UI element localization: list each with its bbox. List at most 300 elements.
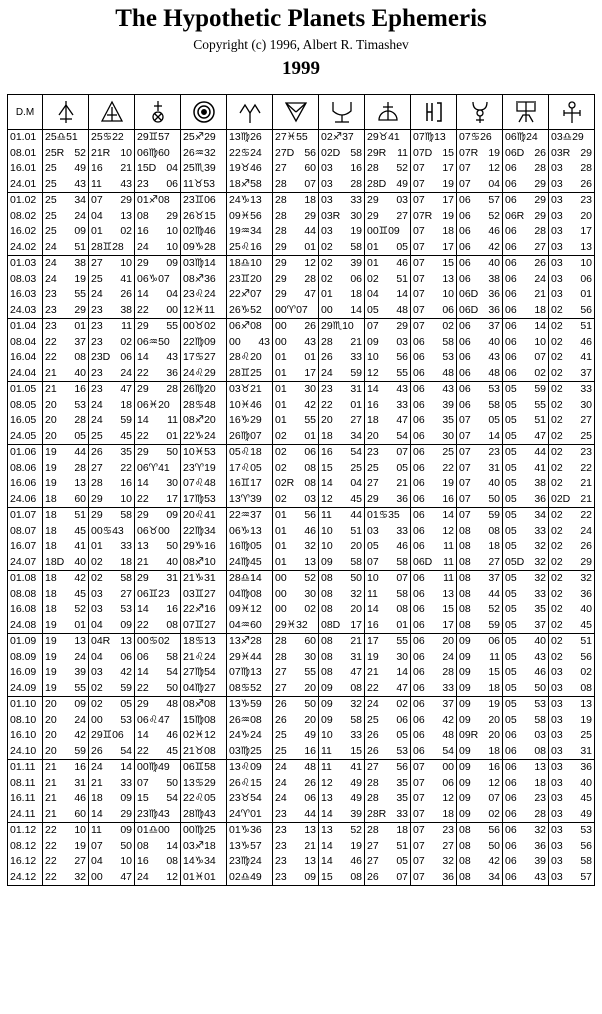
minute-value: 54 xyxy=(350,446,362,458)
position-value: 28♋48 xyxy=(183,398,216,411)
degree-value: 03 xyxy=(321,194,333,206)
degree-value: 03R xyxy=(321,209,341,222)
position-value: 22♌05 xyxy=(183,792,216,804)
position-cell xyxy=(181,256,227,319)
degree-value: 15 xyxy=(137,792,149,804)
minute-value: 40 xyxy=(488,257,500,269)
degree-value: 02 xyxy=(551,320,563,332)
degree-value: 29 xyxy=(91,492,103,505)
minute-value: 46 xyxy=(350,855,362,867)
copyright-line: Copyright (c) 1996, Albert R. Timashev xyxy=(193,37,409,52)
degree-value: 06D xyxy=(505,146,525,159)
minute-value: 38 xyxy=(120,303,132,316)
minute-value: 09 xyxy=(166,509,178,521)
degree-value: 03 xyxy=(321,225,333,237)
planet-glyph-10-icon xyxy=(457,95,503,130)
minute-value: 05 xyxy=(488,414,500,426)
degree-value: 05 xyxy=(505,698,517,710)
minute-value: 43 xyxy=(396,383,408,395)
minute-value: 42 xyxy=(74,572,86,584)
degree-value: 14 xyxy=(137,288,149,300)
minute-value: 08 xyxy=(488,524,500,537)
minute-value: 17 xyxy=(442,194,454,206)
position-value: 28♊28 xyxy=(91,240,124,253)
position-value: 06♑07 xyxy=(137,272,170,285)
degree-value: 07 xyxy=(459,477,471,489)
degree-value: 06 xyxy=(459,366,471,379)
degree-value: 02 xyxy=(551,461,563,474)
degree-value: 03 xyxy=(551,855,563,867)
degree-value: 05 xyxy=(505,587,517,600)
degree-value: 03 xyxy=(551,240,563,253)
position-cell xyxy=(365,445,411,508)
position-cell xyxy=(227,508,273,571)
degree-value: 18 xyxy=(45,587,57,600)
minute-value: 28 xyxy=(74,461,86,474)
degree-value: 22 xyxy=(45,870,57,883)
position-cell xyxy=(227,256,273,319)
degree-value: 02 xyxy=(551,509,563,521)
minute-value: 13 xyxy=(304,855,316,867)
degree-value: 19 xyxy=(45,446,57,458)
position-value: 29♓44 xyxy=(229,650,262,663)
position-value: 28♍43 xyxy=(183,807,216,820)
degree-value: 29 xyxy=(137,257,149,269)
degree-value: 03 xyxy=(551,776,563,789)
date-label: 08.04 xyxy=(10,335,37,348)
degree-value: 00 xyxy=(275,320,287,332)
position-cell xyxy=(273,760,319,823)
date-cell xyxy=(8,634,43,697)
position-cell xyxy=(411,445,457,508)
minute-value: 24 xyxy=(74,209,86,222)
position-value: 13♌09 xyxy=(229,761,262,773)
degree-value: 02 xyxy=(551,366,563,379)
minute-value: 07 xyxy=(488,792,500,804)
minute-value: 40 xyxy=(580,603,592,615)
degree-value: 06 xyxy=(505,303,517,316)
degree-value: 20 xyxy=(45,713,57,726)
minute-value: 23 xyxy=(580,446,592,458)
degree-value: 27 xyxy=(367,839,379,852)
minute-value: 01 xyxy=(580,288,592,300)
minute-value: 53 xyxy=(396,744,408,757)
degree-value: 06 xyxy=(413,398,425,411)
minute-value: 55 xyxy=(74,288,86,300)
degree-value: 06 xyxy=(505,257,517,269)
minute-value: 22 xyxy=(580,509,592,521)
minute-value: 08 xyxy=(166,618,178,631)
minute-value: 01 xyxy=(166,429,178,442)
degree-value: 06 xyxy=(413,713,425,726)
minute-value: 29 xyxy=(534,177,546,190)
position-cell xyxy=(457,508,503,571)
minute-value: 16 xyxy=(442,492,454,505)
minute-value: 21 xyxy=(534,288,546,300)
degree-value: 01 xyxy=(275,366,287,379)
degree-value: 25 xyxy=(45,194,57,206)
minute-value: 13 xyxy=(442,272,454,285)
degree-value: 03 xyxy=(551,761,563,773)
degree-value: 15 xyxy=(321,461,333,474)
degree-value: 29 xyxy=(275,272,287,285)
degree-value: 08 xyxy=(459,870,471,883)
minute-value: 18 xyxy=(120,555,132,568)
degree-value: 08 xyxy=(459,587,471,600)
position-cell xyxy=(411,760,457,823)
position-cell xyxy=(503,508,549,571)
minute-value: 02 xyxy=(488,807,500,820)
position-cell xyxy=(181,634,227,697)
position-value: 13♋29 xyxy=(183,776,216,789)
minute-value: 35 xyxy=(534,603,546,615)
month-block-row xyxy=(8,508,595,571)
minute-value: 48 xyxy=(304,761,316,773)
position-value: 17♋27 xyxy=(183,351,216,363)
degree-value: 29 xyxy=(367,209,379,222)
degree-value: 07 xyxy=(459,461,471,474)
position-value: 07♍13 xyxy=(413,131,446,143)
minute-value: 28 xyxy=(534,162,546,174)
degree-value: 11 xyxy=(321,509,332,521)
minute-value: 51 xyxy=(396,839,408,852)
minute-value: 47 xyxy=(396,681,408,694)
minute-value: 04 xyxy=(488,177,500,190)
degree-value: 08 xyxy=(459,540,471,552)
minute-value: 59 xyxy=(534,383,546,395)
position-value: 24♑24 xyxy=(229,729,262,741)
position-cell xyxy=(43,571,89,634)
header-row xyxy=(8,95,595,130)
minute-value: 52 xyxy=(74,603,86,615)
minute-value: 09 xyxy=(120,824,132,836)
position-value: 16♊17 xyxy=(229,477,262,489)
degree-value: 08 xyxy=(321,587,333,600)
minute-value: 45 xyxy=(166,744,178,757)
degree-value: 01 xyxy=(275,524,287,537)
minute-value: 56 xyxy=(580,839,592,852)
minute-value: 30 xyxy=(304,383,316,395)
minute-value: 40 xyxy=(488,335,500,348)
minute-value: 55 xyxy=(534,398,546,411)
minute-value: 26 xyxy=(120,288,132,300)
minute-value: 27 xyxy=(74,855,86,867)
degree-value: 23 xyxy=(137,177,149,190)
degree-value: 07 xyxy=(367,555,379,568)
minute-value: 16 xyxy=(74,383,86,395)
position-cell xyxy=(549,193,595,256)
minute-value: 12 xyxy=(442,792,454,804)
minute-value: 08 xyxy=(396,603,408,615)
degree-value: 22 xyxy=(137,303,149,316)
position-cell xyxy=(273,445,319,508)
minute-value: 60 xyxy=(304,635,316,647)
degree-value: 28 xyxy=(367,162,379,174)
degree-value: 07 xyxy=(413,288,425,300)
degree-value: 22 xyxy=(45,335,57,348)
degree-value: 03R xyxy=(551,146,571,159)
degree-value: 00 xyxy=(275,335,287,348)
minute-value: 06 xyxy=(350,272,362,285)
degree-value: 06D xyxy=(459,303,479,316)
degree-value: 02 xyxy=(551,650,563,663)
position-cell xyxy=(319,760,365,823)
position-value: 07♊27 xyxy=(183,618,216,631)
position-cell xyxy=(89,634,135,697)
minute-value: 46 xyxy=(580,335,592,348)
minute-value: 24 xyxy=(74,713,86,726)
minute-value: 26 xyxy=(580,177,592,190)
minute-value: 07 xyxy=(304,177,316,190)
date-label: 08.07 xyxy=(10,524,37,537)
degree-value: 07 xyxy=(459,162,471,174)
degree-value: 01 xyxy=(275,414,287,426)
degree-value: 05 xyxy=(505,681,517,694)
minute-value: 26 xyxy=(534,257,546,269)
degree-value: 29 xyxy=(275,257,287,269)
date-label: 16.04 xyxy=(10,351,37,363)
minute-value: 16 xyxy=(350,162,362,174)
minute-value: 42 xyxy=(488,240,500,253)
position-cell xyxy=(227,760,273,823)
degree-value: 05D xyxy=(505,555,525,568)
minute-value: 55 xyxy=(396,366,408,379)
degree-value: 23 xyxy=(91,383,103,395)
position-value: 29♓32 xyxy=(275,618,308,631)
position-value: 29♊57 xyxy=(137,131,170,143)
degree-value: 02 xyxy=(551,446,563,458)
degree-value: 14 xyxy=(367,603,379,615)
degree-value: 06 xyxy=(459,209,471,222)
degree-value: 05 xyxy=(505,540,517,552)
position-value: 01♎00 xyxy=(137,824,170,836)
minute-value: 43 xyxy=(166,351,178,363)
minute-value: 39 xyxy=(74,666,86,678)
degree-value: 14 xyxy=(137,351,149,363)
degree-value: 08 xyxy=(459,839,471,852)
minute-value: 49 xyxy=(74,162,86,174)
position-value: 06♈41 xyxy=(137,461,170,474)
position-value: 00♋43 xyxy=(91,524,124,537)
degree-value: 03 xyxy=(367,524,379,537)
degree-value: 02 xyxy=(321,240,333,253)
degree-value: 23 xyxy=(321,383,333,395)
date-cell xyxy=(8,697,43,760)
position-cell xyxy=(457,256,503,319)
minute-value: 40 xyxy=(166,555,178,568)
minute-value: 38 xyxy=(74,257,86,269)
degree-value: 06 xyxy=(413,446,425,458)
position-cell xyxy=(365,634,411,697)
position-cell xyxy=(227,319,273,382)
degree-value: 02 xyxy=(551,618,563,631)
degree-value: 06 xyxy=(505,335,517,348)
degree-value: 28 xyxy=(321,335,333,348)
degree-value: 06 xyxy=(459,257,471,269)
minute-value: 19 xyxy=(442,177,454,190)
position-cell xyxy=(411,319,457,382)
degree-value: 28D xyxy=(367,177,387,190)
minute-value: 19 xyxy=(350,839,362,852)
position-value: 06♉00 xyxy=(137,524,170,537)
minute-value: 29 xyxy=(534,194,546,206)
degree-value: 03 xyxy=(551,288,563,300)
degree-value: 06 xyxy=(505,366,517,379)
degree-value: 12 xyxy=(321,492,333,505)
degree-value: 03 xyxy=(551,681,563,694)
minute-value: 43 xyxy=(488,351,500,363)
position-cell xyxy=(273,193,319,256)
minute-value: 02 xyxy=(120,225,132,237)
degree-value: 23 xyxy=(45,303,57,316)
position-cell xyxy=(365,382,411,445)
position-value: 02♎49 xyxy=(229,870,262,883)
degree-value: 25 xyxy=(45,225,57,237)
minute-value: 12 xyxy=(442,524,454,537)
degree-value: 24 xyxy=(91,398,103,411)
minute-value: 00 xyxy=(166,303,178,316)
degree-value: 08 xyxy=(459,603,471,615)
position-cell xyxy=(43,319,89,382)
position-cell xyxy=(135,697,181,760)
degree-value: 09 xyxy=(459,792,471,804)
degree-value: 07 xyxy=(413,240,425,253)
date-label: 24.01 xyxy=(10,177,37,190)
minute-value: 41 xyxy=(74,540,86,552)
degree-value: 22 xyxy=(137,429,149,442)
minute-value: 20 xyxy=(350,540,362,552)
position-cell xyxy=(411,823,457,886)
position-cell xyxy=(273,256,319,319)
minute-value: 23 xyxy=(488,446,500,458)
position-value: 16♍05 xyxy=(229,540,262,552)
position-cell xyxy=(457,634,503,697)
degree-value: 14 xyxy=(137,477,149,489)
degree-value: 22 xyxy=(45,824,57,836)
minute-value: 30 xyxy=(396,650,408,663)
minute-value: 48 xyxy=(488,366,500,379)
position-value: 21♑31 xyxy=(183,572,216,584)
minute-value: 43 xyxy=(534,870,546,883)
minute-value: 38 xyxy=(488,272,500,285)
minute-value: 58 xyxy=(166,650,178,663)
minute-value: 40 xyxy=(74,366,86,379)
minute-value: 57 xyxy=(488,194,500,206)
degree-value: 07 xyxy=(91,194,103,206)
degree-value: 06 xyxy=(505,194,517,206)
minute-value: 13 xyxy=(442,587,454,600)
degree-value: 06 xyxy=(459,398,471,411)
minute-value: 34 xyxy=(350,429,362,442)
degree-value: 18 xyxy=(321,429,333,442)
month-block-row xyxy=(8,130,595,193)
position-value: 29♉41 xyxy=(367,131,400,143)
degree-value: 22 xyxy=(137,618,149,631)
minute-value: 52 xyxy=(396,162,408,174)
degree-value: 20 xyxy=(45,698,57,710)
minute-value: 56 xyxy=(304,146,316,159)
degree-value: 21R xyxy=(91,146,111,159)
degree-value: 23 xyxy=(367,446,379,458)
date-label: 01.01 xyxy=(10,131,37,143)
degree-value: 06 xyxy=(505,288,517,300)
degree-value: 05 xyxy=(505,603,517,615)
minute-value: 41 xyxy=(580,351,592,363)
position-value: 16♑29 xyxy=(229,414,262,426)
minute-value: 18 xyxy=(488,681,500,694)
degree-value: 09 xyxy=(459,713,471,726)
minute-value: 45 xyxy=(120,429,132,442)
date-label: 16.10 xyxy=(10,729,37,741)
degree-value: 20 xyxy=(321,414,333,426)
degree-value: 10 xyxy=(321,524,333,537)
degree-value: 05 xyxy=(505,429,517,442)
degree-value: 02 xyxy=(275,492,287,505)
degree-value: 06 xyxy=(505,855,517,867)
date-label: 01.12 xyxy=(10,824,37,836)
minute-value: 54 xyxy=(166,666,178,678)
position-cell xyxy=(89,508,135,571)
minute-value: 52 xyxy=(488,603,500,615)
position-value: 22♒37 xyxy=(229,509,262,521)
minute-value: 34 xyxy=(488,870,500,883)
minute-value: 08 xyxy=(580,681,592,694)
degree-value: 16 xyxy=(91,162,103,174)
minute-value: 58 xyxy=(534,713,546,726)
position-value: 00♉02 xyxy=(183,320,216,332)
degree-value: 05 xyxy=(505,713,517,726)
degree-value: 07D xyxy=(413,146,433,159)
position-cell xyxy=(319,634,365,697)
degree-value: 01 xyxy=(91,225,103,237)
degree-value: 09 xyxy=(459,635,471,647)
minute-value: 40 xyxy=(534,635,546,647)
degree-value: 07 xyxy=(413,303,425,316)
degree-value: 12 xyxy=(367,366,379,379)
degree-value: 23 xyxy=(91,303,103,316)
minute-value: 27 xyxy=(442,839,454,852)
position-cell xyxy=(227,130,273,193)
minute-value: 60 xyxy=(74,492,86,505)
degree-value: 06 xyxy=(459,335,471,348)
minute-value: 59 xyxy=(488,509,500,521)
minute-value: 53 xyxy=(442,351,454,363)
position-value: 18♐58 xyxy=(229,177,262,190)
degree-value: 29 xyxy=(137,383,149,395)
minute-value: 56 xyxy=(396,351,408,363)
minute-value: 44 xyxy=(304,807,316,820)
minute-value: 56 xyxy=(580,650,592,663)
position-value: 06♒50 xyxy=(137,335,170,348)
degree-value: 20 xyxy=(45,729,57,741)
degree-value: 06 xyxy=(413,650,425,663)
month-block-row xyxy=(8,697,595,760)
degree-value: 27 xyxy=(275,681,287,694)
minute-value: 06 xyxy=(304,446,316,458)
degree-value: 04 xyxy=(91,618,103,631)
minute-value: 19 xyxy=(488,698,500,710)
minute-value: 01 xyxy=(304,351,316,363)
date-label: 01.07 xyxy=(10,509,37,521)
position-value: 13♑59 xyxy=(229,698,262,710)
degree-value: 27 xyxy=(91,461,103,474)
position-value: 06♐08 xyxy=(229,320,262,332)
minute-value: 23 xyxy=(442,824,454,836)
minute-value: 06 xyxy=(442,303,454,316)
minute-value: 32 xyxy=(534,555,546,568)
position-value: 06♍24 xyxy=(505,131,538,143)
minute-value: 20 xyxy=(442,635,454,647)
